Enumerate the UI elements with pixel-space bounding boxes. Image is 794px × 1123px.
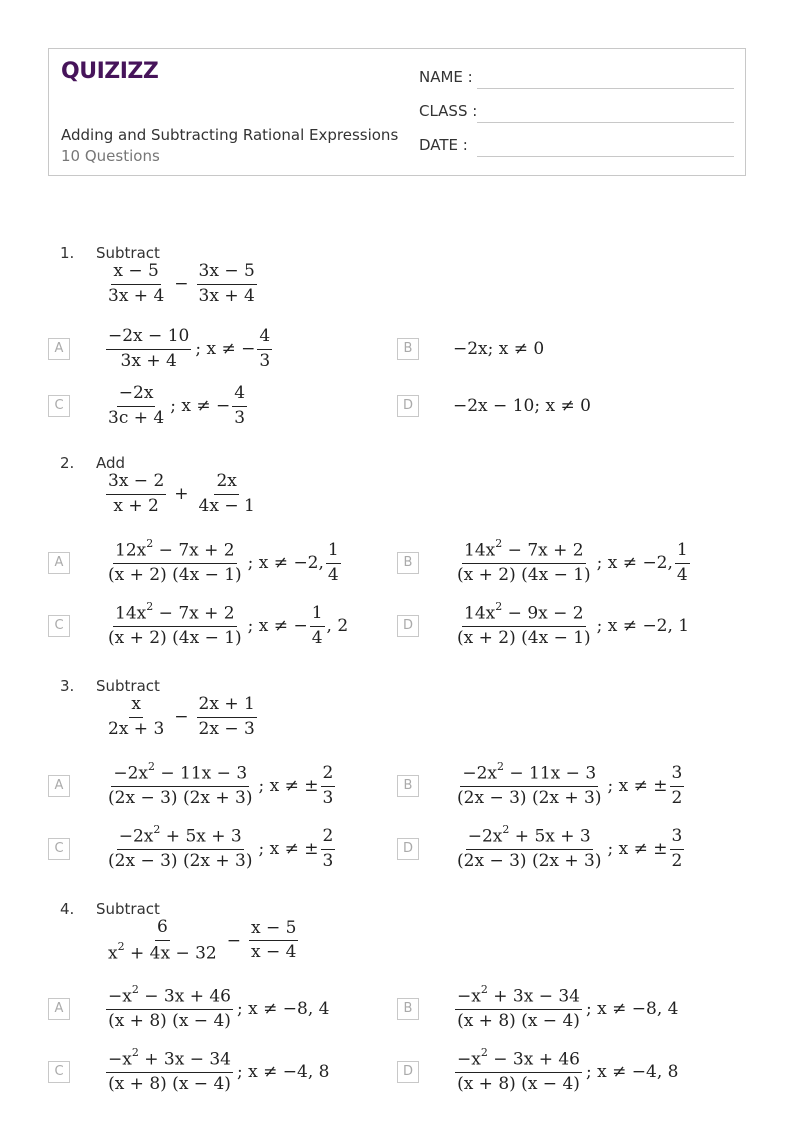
option-letter: C bbox=[48, 838, 70, 860]
option-answer: $\frac{-2x^2 + 5x + 3}{(2x - 3) (2x + 3)}$ ; x ≠ ± $\frac{3}{2}$ bbox=[457, 823, 683, 872]
option-2a[interactable] bbox=[48, 538, 378, 588]
option-answer: $\frac{14x^2 - 9x - 2}{(x + 2) (4x - 1)}$ ; x ≠ −2, 1 bbox=[457, 600, 690, 649]
date-field[interactable] bbox=[419, 136, 734, 156]
option-answer: $\frac{-2x^2 + 5x + 3}{(2x - 3) (2x + 3)}$ ; x ≠ ± $\frac{2}{3}$ bbox=[108, 823, 334, 872]
option-1c[interactable] bbox=[48, 381, 378, 431]
name-field[interactable] bbox=[419, 68, 734, 88]
option-letter: C bbox=[48, 1061, 70, 1083]
option-letter: B bbox=[397, 775, 419, 797]
option-answer: $\frac{14x^2 - 7x + 2}{(x + 2) (4x - 1)}$ ; x ≠ − $\frac{1}{4}$ , 2 bbox=[108, 600, 349, 649]
question-expression: $\frac{x}{2x + 3}$ − $\frac{2x + 1}{2x - 3}$ bbox=[108, 694, 255, 739]
option-letter: D bbox=[397, 838, 419, 860]
option-letter: B bbox=[397, 552, 419, 574]
option-letter: D bbox=[397, 1061, 419, 1083]
option-letter: D bbox=[397, 395, 419, 417]
question-instruction: Subtract bbox=[96, 677, 160, 695]
question-instruction: Subtract bbox=[96, 900, 160, 918]
name-line[interactable] bbox=[477, 88, 734, 89]
option-1a[interactable] bbox=[48, 324, 378, 374]
option-3b[interactable] bbox=[397, 761, 727, 811]
option-letter: A bbox=[48, 998, 70, 1020]
option-letter: B bbox=[397, 338, 419, 360]
question-instruction: Subtract bbox=[96, 244, 160, 262]
option-1b[interactable] bbox=[397, 324, 727, 374]
class-field[interactable] bbox=[419, 102, 734, 122]
question-expression: $\frac{3x - 2}{x + 2}$ + $\frac{2x}{4x - 1}$ bbox=[108, 471, 255, 516]
option-letter: A bbox=[48, 775, 70, 797]
option-answer: $\frac{-x^2 - 3x + 46}{(x + 8) (x - 4)}$ ; x ≠ −8, 4 bbox=[108, 983, 330, 1032]
option-answer: $\frac{-2x^2 - 11x - 3}{(2x - 3) (2x + 3)}$ ; x ≠ ± $\frac{3}{2}$ bbox=[457, 760, 683, 809]
date-line[interactable] bbox=[477, 156, 734, 157]
option-answer: −2x; x ≠ 0 bbox=[453, 339, 545, 359]
option-answer: $\frac{-2x - 10}{3x + 4}$ ; x ≠ − $\frac{4}{3}$ bbox=[108, 325, 271, 371]
option-letter: C bbox=[48, 615, 70, 637]
question-count: 10 Questions bbox=[61, 147, 160, 165]
option-letter: A bbox=[48, 338, 70, 360]
option-2b[interactable] bbox=[397, 538, 727, 588]
option-4b[interactable] bbox=[397, 984, 727, 1034]
question-number: 2. bbox=[60, 454, 75, 472]
option-answer: $\frac{-x^2 + 3x - 34}{(x + 8) (x - 4)}$ ; x ≠ −4, 8 bbox=[108, 1046, 330, 1095]
option-4c[interactable] bbox=[48, 1047, 378, 1097]
option-answer: −2x − 10; x ≠ 0 bbox=[453, 396, 591, 416]
question-instruction: Add bbox=[96, 454, 126, 472]
question-expression: $\frac{6}{x^2 + 4x - 32}$ − $\frac{x - 5}{x - 4}$ bbox=[108, 917, 297, 964]
option-letter: D bbox=[397, 615, 419, 637]
worksheet-title: Adding and Subtracting Rational Expressions bbox=[61, 126, 399, 144]
class-line[interactable] bbox=[477, 122, 734, 123]
question-number: 3. bbox=[60, 677, 75, 695]
option-answer: $\frac{12x^2 - 7x + 2}{(x + 2) (4x - 1)}$ ; x ≠ −2, $\frac{1}{4}$ bbox=[108, 537, 339, 586]
option-3c[interactable] bbox=[48, 824, 378, 874]
question-number: 1. bbox=[60, 244, 75, 262]
worksheet-header bbox=[48, 48, 746, 176]
option-letter: B bbox=[397, 998, 419, 1020]
option-4a[interactable] bbox=[48, 984, 378, 1034]
option-letter: A bbox=[48, 552, 70, 574]
option-answer: $\frac{-x^2 - 3x + 46}{(x + 8) (x - 4)}$ ; x ≠ −4, 8 bbox=[457, 1046, 679, 1095]
question-number: 4. bbox=[60, 900, 75, 918]
option-3d[interactable] bbox=[397, 824, 727, 874]
option-answer: $\frac{-x^2 + 3x - 34}{(x + 8) (x - 4)}$ ; x ≠ −8, 4 bbox=[457, 983, 679, 1032]
option-letter: C bbox=[48, 395, 70, 417]
option-answer: $\frac{14x^2 - 7x + 2}{(x + 2) (4x - 1)}$ ; x ≠ −2, $\frac{1}{4}$ bbox=[457, 537, 688, 586]
class-label: CLASS : bbox=[419, 102, 478, 120]
option-2d[interactable] bbox=[397, 601, 727, 651]
option-answer: $\frac{-2x^2 - 11x - 3}{(2x - 3) (2x + 3)}$ ; x ≠ ± $\frac{2}{3}$ bbox=[108, 760, 334, 809]
question-expression: $\frac{x - 5}{3x + 4}$ − $\frac{3x - 5}{3x + 4}$ bbox=[108, 261, 255, 306]
option-1d[interactable] bbox=[397, 381, 727, 431]
date-label: DATE : bbox=[419, 136, 468, 154]
option-3a[interactable] bbox=[48, 761, 378, 811]
option-4d[interactable] bbox=[397, 1047, 727, 1097]
name-label: NAME : bbox=[419, 68, 473, 86]
quizizz-logo: QUIZIZZ bbox=[61, 59, 159, 84]
option-2c[interactable] bbox=[48, 601, 378, 651]
option-answer: $\frac{-2x}{3c + 4}$ ; x ≠ − $\frac{4}{3}$ bbox=[108, 382, 246, 428]
